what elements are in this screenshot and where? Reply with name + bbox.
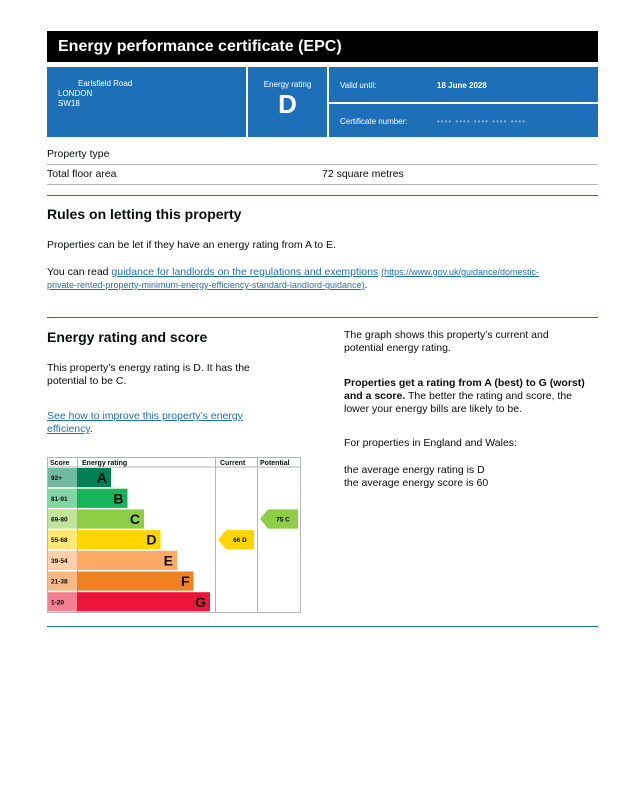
chart-column-header: Score <box>50 460 70 467</box>
improve-efficiency-link-1[interactable]: See how to improve this property’s energy <box>47 410 243 422</box>
band-score-label: 21-38 <box>51 578 68 586</box>
band-score-label: 69-80 <box>51 516 68 524</box>
certificate-number-label: Certificate number: <box>340 117 408 126</box>
averages <box>344 464 598 490</box>
england-wales-label: For properties in England and Wales: <box>344 437 517 449</box>
floor-area-label: Total floor area <box>47 168 117 180</box>
band-score-label: 1-20 <box>51 599 65 607</box>
page-title: Energy performance certificate (EPC) <box>47 31 598 62</box>
band-score-label: 92+ <box>51 475 63 483</box>
landlord-guidance-link[interactable]: guidance for landlords on the regulations and exemptions <box>111 266 379 278</box>
valid-until-box <box>329 67 598 102</box>
band-bar <box>77 551 177 570</box>
property-type-label: Property type <box>47 148 110 160</box>
section-divider <box>47 195 598 196</box>
band-letter: A <box>96 469 107 486</box>
band-letter: B <box>113 490 124 507</box>
band-letter: E <box>163 552 173 569</box>
band-score-label: 39-54 <box>51 557 68 565</box>
improve-efficiency-link-2[interactable]: efficiency <box>47 423 90 435</box>
section-divider <box>47 317 598 318</box>
address-line-1: Earlsfield Road <box>78 79 133 88</box>
address-line-2: LONDON <box>58 89 93 98</box>
rating-rest-line-1: The better the rating and score, the <box>405 390 573 402</box>
band-score-label: 81-91 <box>51 495 68 503</box>
energy-rating-label: Energy rating <box>263 80 312 89</box>
certificate-number-box <box>329 104 598 137</box>
rating-bold-line-2: and a score. <box>344 390 406 402</box>
average-rating: the average energy rating is D <box>344 464 485 476</box>
band-letter: D <box>146 531 157 548</box>
score-para-line-1: This property’s energy rating is D. It has the <box>47 362 250 374</box>
valid-until-label: Valid until: <box>340 81 377 90</box>
letting-section <box>47 206 241 222</box>
valid-until-value: 18 June 2028 <box>437 81 487 90</box>
improve-link-suffix: . <box>89 423 93 435</box>
landlord-guidance-url-1[interactable]: (https://www.gov.uk/guidance/domestic- <box>381 267 540 277</box>
band-bar <box>77 572 194 591</box>
average-score: the average energy score is 60 <box>344 477 489 489</box>
score-para-line-2: potential to be C. <box>47 375 127 387</box>
floor-area-row <box>47 165 598 185</box>
address-line-3: SW18 <box>58 99 80 108</box>
chart-column-header: Current <box>220 460 246 467</box>
band-letter: F <box>180 573 190 590</box>
letting-heading: Rules on letting this property <box>47 206 242 222</box>
graph-line-2: potential energy rating. <box>344 342 451 354</box>
energy-rating-chart <box>47 457 301 613</box>
current-rating-label: 66 D <box>233 537 247 545</box>
landlord-guidance-url-2[interactable]: private-rented-property-minimum-energy-efficiency-standard-landlord-guidance) <box>47 280 365 290</box>
certificate-number-value: •••• •••• •••• •••• •••• <box>437 117 526 126</box>
band-bar <box>77 592 210 611</box>
rating-rest-line-2: lower your energy bills are likely to be. <box>344 403 522 415</box>
letting-para-1: Properties can be let if they have an energy rating from A to E. <box>47 239 336 251</box>
band-score-label: 55-68 <box>51 537 68 545</box>
property-type-row <box>47 145 598 165</box>
score-section <box>47 329 207 345</box>
energy-rating-letter: D <box>278 89 297 119</box>
section-divider <box>47 626 598 627</box>
rating-explanation <box>344 377 598 416</box>
address-block <box>47 67 246 137</box>
band-letter: G <box>195 593 206 610</box>
chart-column-header: Potential <box>260 460 290 467</box>
band-letter: C <box>129 511 140 527</box>
energy-rating-box <box>248 67 327 137</box>
letting-para-2-prefix: You can read <box>47 266 112 278</box>
score-para <box>47 362 307 388</box>
chart-column-header: Energy rating <box>82 460 128 467</box>
floor-area-value: 72 square metres <box>322 168 404 180</box>
letting-para-2-suffix: . <box>364 279 368 291</box>
potential-rating-label: 75 C <box>276 516 290 524</box>
rating-bold-line-1: Properties get a rating from A (best) to G (worst) <box>344 377 585 389</box>
improve-link-block <box>47 410 307 436</box>
letting-para-2 <box>47 266 598 292</box>
score-heading: Energy rating and score <box>47 329 208 345</box>
graph-description <box>344 329 598 355</box>
graph-line-1: The graph shows this property’s current and <box>344 329 549 341</box>
